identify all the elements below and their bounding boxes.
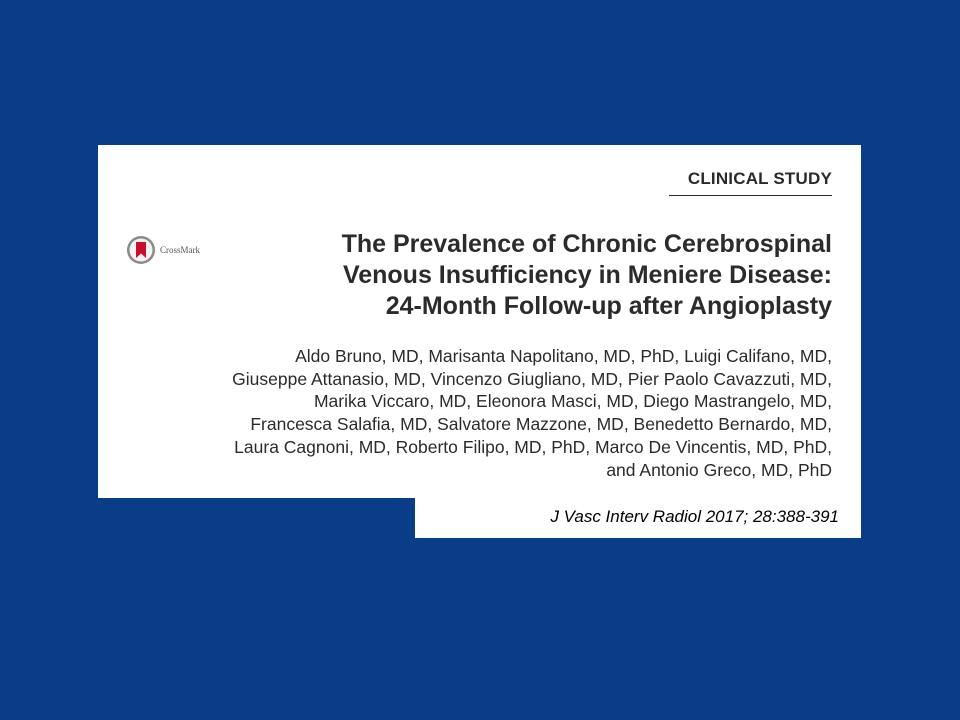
title-line: Venous Insufficiency in Meniere Disease: <box>342 261 832 289</box>
paper-header-image <box>98 145 861 498</box>
crossmark-label: CrossMark <box>160 245 200 255</box>
author-line: and Antonio Greco, MD, PhD <box>606 459 832 480</box>
section-rule <box>669 195 832 196</box>
crossmark-badge <box>126 235 200 265</box>
author-line: Laura Cagnoni, MD, Roberto Filipo, MD, PhD, Marco De Vincentis, MD, PhD, <box>234 436 832 457</box>
section-label: CLINICAL STUDY <box>687 169 832 188</box>
paper-title <box>212 229 832 322</box>
crossmark-icon <box>126 235 156 265</box>
author-line: Marika Viccaro, MD, Eleonora Masci, MD, Diego Mastrangelo, MD, <box>313 391 832 412</box>
title-line: 24-Month Follow-up after Angioplasty <box>385 292 832 320</box>
author-line: Francesca Salafia, MD, Salvatore Mazzone, MD, Benedetto Bernardo, MD, <box>250 414 832 435</box>
title-line: The Prevalence of Chronic Cerebrospinal <box>341 230 832 258</box>
citation-box <box>415 497 861 538</box>
journal-citation: J Vasc Interv Radiol 2017; 28:388-391 <box>550 507 839 526</box>
author-line: Aldo Bruno, MD, Marisanta Napolitano, MD, PhD, Luigi Califano, MD, <box>295 346 832 366</box>
author-list <box>112 345 832 481</box>
author-line: Giuseppe Attanasio, MD, Vincenzo Giugliano, MD, Pier Paolo Cavazzuti, MD, <box>232 368 832 389</box>
